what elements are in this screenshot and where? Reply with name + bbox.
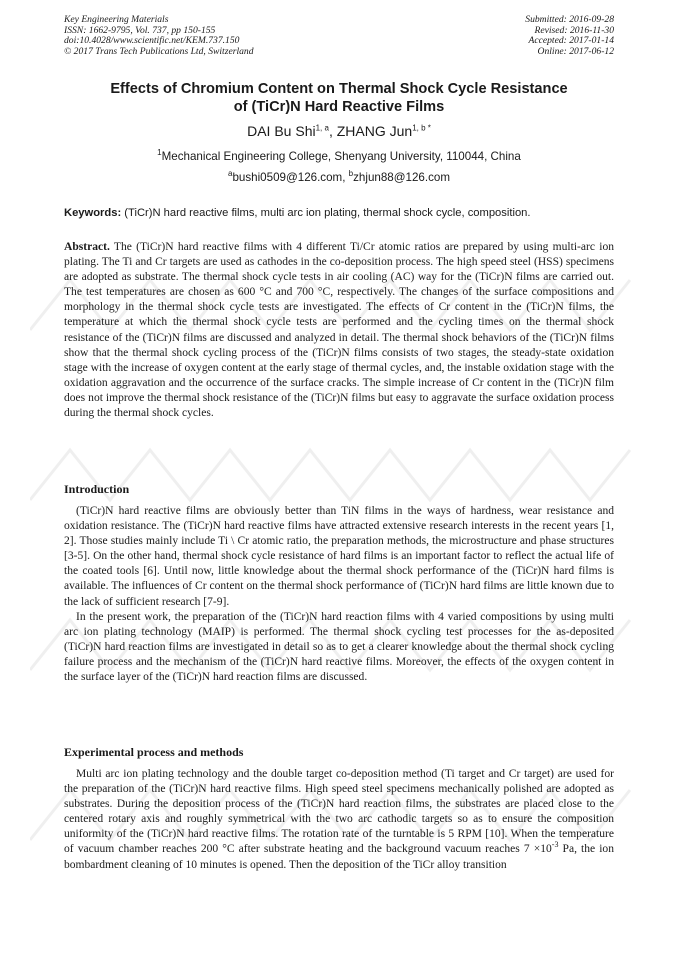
affiliation-mark: 1 — [157, 148, 162, 158]
email-a: bushi0509@126.com — [232, 171, 343, 184]
date-revised: Revised: 2016-11-30 — [534, 24, 614, 36]
author-list — [64, 122, 614, 140]
experimental-text-b: Pa, the ion bombardment cleaning of 10 minutes is opened. Then the deposition of the TiCr alloy transition — [64, 843, 614, 871]
author-1-affil-mark: 1, a — [315, 123, 329, 133]
paper-title — [64, 80, 614, 116]
email-a-mark: a — [228, 169, 233, 179]
journal-doi: doi:10.4028/www.scientific.net/KEM.737.150 — [64, 35, 240, 47]
introduction-paragraph-1: (TiCr)N hard reactive films are obviously better than TiN films in the ways of hardness, wear resistance and oxidation resistance. The (TiCr)N hard reactive films have attracted extensive research interests in the recent years [1, 2]. Those studies mainly include Ti \ Cr atomic ratio, the preparation methods, the microstructure and phase structures [3-5]. On the other hand, thermal shock cycle resistance of hard films is an important factor to reflect the actual life of the coated tools [6]. Until now, little knowledge about the thermal shock performance of the (TiCr)N hard films is available. The influences of Cr content on the thermal shock performance of (TiCr)N hard films are little known due to the lack of sufficient research [7-9]. — [64, 505, 614, 608]
journal-info — [64, 15, 254, 57]
abstract-text: The (TiCr)N hard reactive films with 4 different Ti/Cr atomic ratios are prepared by using multi-arc ion plating. The Ti and Cr targets are used as cathodes in the co-deposition process. The high speed steel (HSS) specimens are adopted as substrate. The thermal shock cycle tests in air cooling (AC) way for the (TiCr)N films are carried out. The test temperatures are chosen as 600 °C and 700 °C, respectively. The changes of the surface compositions and morphology in the thermal shock cycle tests are investigated. The effects of Cr content in the (TiCr)N films, the temperature at which the thermal shock cycle tests are performed and the cycling times on the thermal shock resistance of the (TiCr)N films are discussed and analyzed in detail. The thermal shock behaviors of the (TiCr)N films show that the thermal shock cycling process of the (TiCr)N films consists of two stages, the steady-state oxidation stage with the increase of oxygen content at the early stage of thermal cycles, and, the instable oxidation stage with the oxidation aggravation and the occurrence of the surface cracks. The simple increase of Cr content in the (TiCr)N film does not improve the thermal shock resistance of the (TiCr)N films but easy to aggravate the surface oxidation process during the thermal shock cycles. — [64, 241, 614, 420]
publication-dates — [525, 15, 614, 57]
keywords-label: Keywords: — [64, 207, 122, 219]
introduction-body — [64, 504, 614, 685]
abstract — [64, 240, 614, 421]
experimental-heading: Experimental process and methods — [64, 745, 244, 759]
title-line-2: of (TiCr)N Hard Reactive Films — [233, 99, 445, 115]
abstract-label: Abstract. — [64, 241, 110, 253]
title-line-1: Effects of Chromium Content on Thermal Shock Cycle Resistance — [110, 81, 568, 97]
introduction-heading: Introduction — [64, 482, 130, 496]
journal-issn: ISSN: 1662-9795, Vol. 737, pp 150-155 — [64, 24, 216, 36]
email-b-mark: b — [348, 169, 354, 179]
email-separator: , — [342, 171, 349, 184]
experimental-paragraph-1 — [64, 767, 614, 873]
keywords — [64, 206, 616, 221]
affiliation — [64, 149, 614, 164]
email-b: zhjun88@126.com — [353, 171, 450, 184]
journal-copyright: © 2017 Trans Tech Publications Ltd, Switzerland — [64, 45, 254, 57]
author-separator: , — [328, 123, 337, 139]
date-submitted: Submitted: 2016-09-28 — [525, 14, 614, 25]
experimental-body — [64, 767, 614, 873]
experimental-text-a: Multi arc ion plating technology and the double target co-deposition method (Ti target and Cr target) are used for the preparation of the (TiCr)N hard reactive films. High speed steel specimens mechanically polished are adopted as substrates. During the deposition process of the (TiCr)N hard reaction films, the substrates are placed close to the centered rotary axis and roughly symmetrical with the two arc cathodic targets so as to ensure the composition uniformity of the (TiCr)N hard reactive films. The rotation rate of the turntable is 5 RPM [10]. When the temperature of vacuum chamber reaches 200 °C after substrate heating and the background vacuum reaches 7 ×10 — [64, 768, 614, 856]
affiliation-text: Mechanical Engineering College, Shenyang University, 110044, China — [161, 150, 521, 163]
introduction-paragraph-2: In the present work, the preparation of the (TiCr)N hard reaction films with 4 varied compositions by using multi arc ion plating technology (MAIP) is performed. The thermal shock cycling test processes for the as-deposited (TiCr)N hard reaction films are investigated in detail so as to get a clearer knowledge about the thermal shock cycling failure process and the mechanism of the (TiCr)N hard reactive films. Moreover, the effects of the oxygen content in the surface layer of the (TiCr)N hard reaction films are discussed. — [64, 610, 614, 684]
date-online: Online: 2017-06-12 — [537, 45, 614, 57]
date-accepted: Accepted: 2017-01-14 — [528, 35, 614, 47]
author-emails — [64, 170, 614, 185]
exponent: -3 — [551, 840, 559, 850]
author-1: DAI Bu Shi — [247, 123, 316, 139]
author-2: ZHANG Jun — [336, 123, 413, 139]
journal-name: Key Engineering Materials — [64, 14, 169, 25]
author-2-affil-mark: 1, b * — [412, 123, 431, 133]
keywords-text: (TiCr)N hard reactive films, multi arc ion plating, thermal shock cycle, composition. — [121, 207, 531, 219]
